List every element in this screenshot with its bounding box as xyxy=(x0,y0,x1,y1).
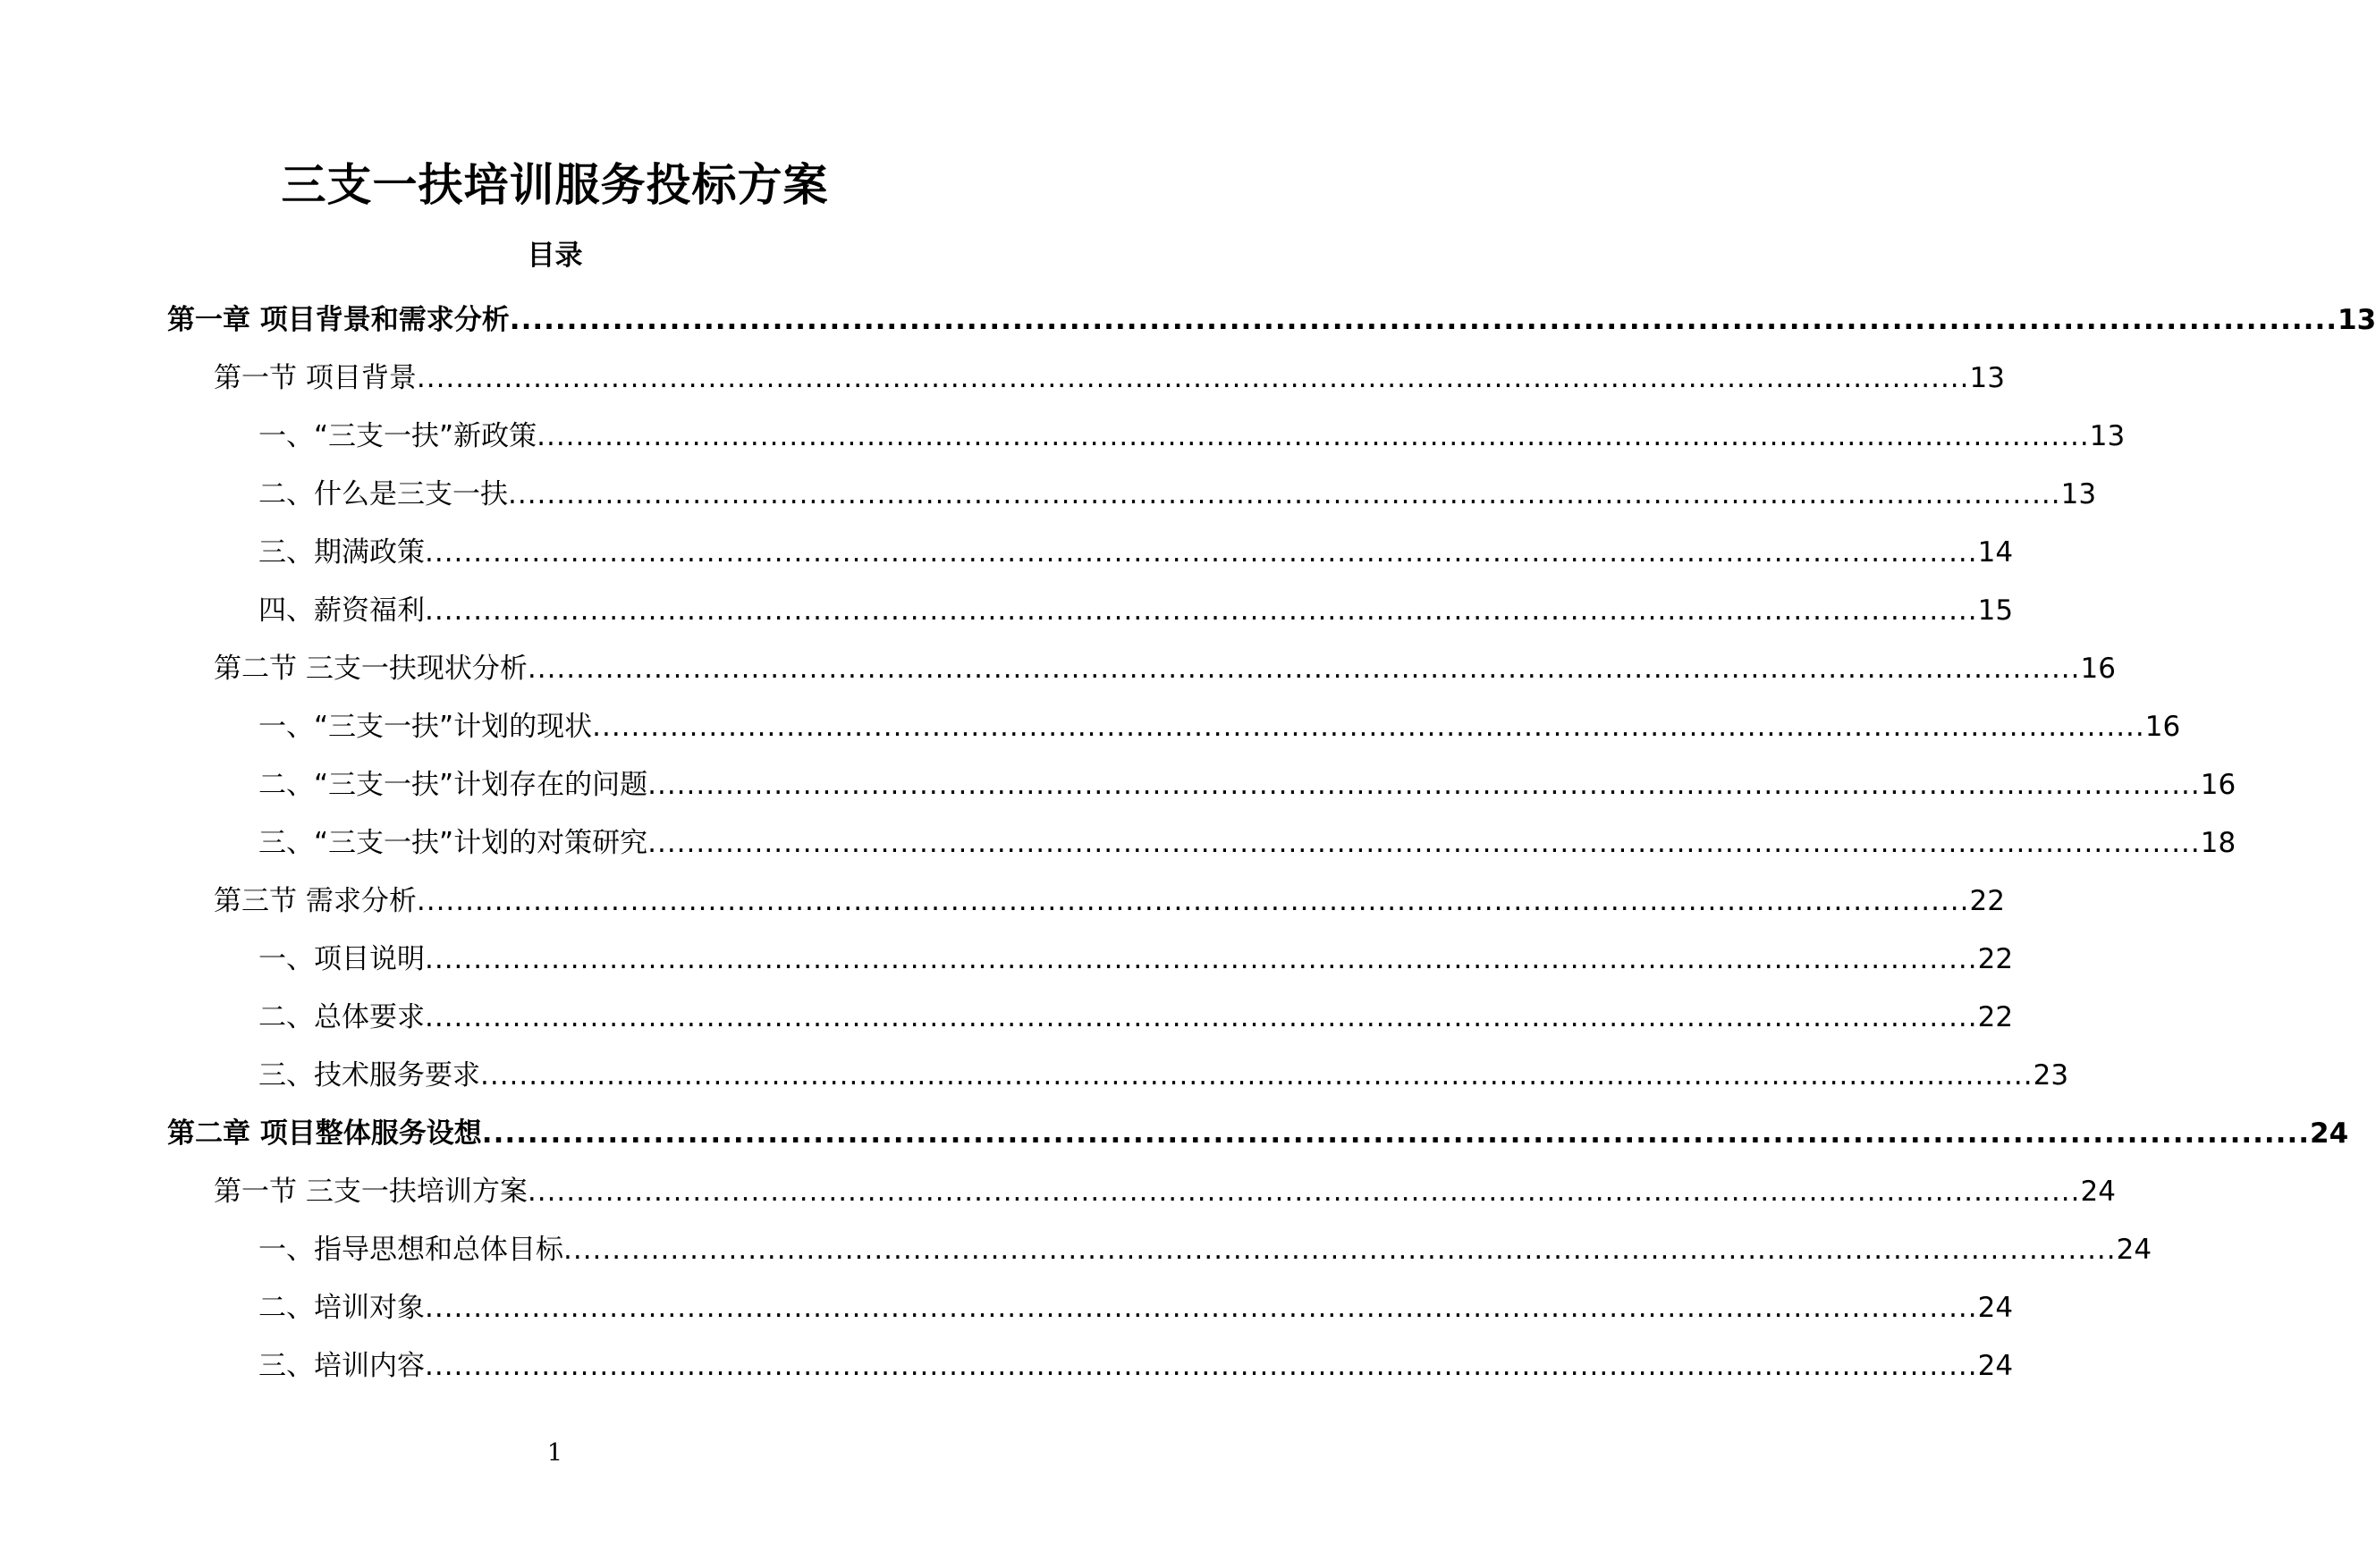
toc-entry-label: 一、项目说明 xyxy=(258,943,425,975)
toc-entry-page: 13 xyxy=(2089,420,2126,452)
dot-leader: ................................................................................................................................................................ xyxy=(592,711,2145,743)
toc-entry[interactable] xyxy=(167,1337,2014,1395)
toc-entry-label: 三、技术服务要求 xyxy=(258,1059,480,1092)
toc-entry-page: 16 xyxy=(2144,711,2181,743)
page-number: 1 xyxy=(546,1439,563,1467)
toc-entry-page: 13 xyxy=(2338,304,2376,336)
toc-entry[interactable] xyxy=(167,698,2181,756)
dot-leader: ................................................................................................................................................................ xyxy=(425,536,1978,569)
toc-entry-label: 一、指导思想和总体目标 xyxy=(258,1234,563,1266)
toc-entry-label: 二、什么是三支一扶 xyxy=(258,478,508,510)
toc-entry[interactable] xyxy=(167,1163,2116,1221)
toc-entry-page: 16 xyxy=(2200,769,2236,801)
dot-leader: ................................................................................................................................................................ xyxy=(425,943,1978,975)
toc-entry-label: 四、薪资福利 xyxy=(258,594,425,627)
dot-leader: ................................................................................................................................................................ xyxy=(425,1001,1978,1033)
document-title: 三支一扶培训服务投标方案 xyxy=(281,159,829,211)
toc-entry-page: 23 xyxy=(2033,1059,2069,1092)
toc-entry-label: 二、总体要求 xyxy=(258,1001,425,1033)
dot-leader: ................................................................................................................................................................ xyxy=(416,885,1970,917)
toc-entry-label: 第一节 三支一扶培训方案 xyxy=(214,1176,528,1208)
toc-entry[interactable] xyxy=(167,582,2014,640)
dot-leader: ................................................................................................................................................................ xyxy=(527,653,2081,685)
toc-entry[interactable] xyxy=(167,350,2005,408)
toc-entry-label: 第二章 项目整体服务设想 xyxy=(167,1117,482,1150)
dot-leader: ................................................................................................................................................................ xyxy=(425,1350,1978,1382)
toc-entry-page: 24 xyxy=(2080,1176,2116,1208)
toc-entry-label: 三、期满政策 xyxy=(258,536,425,569)
dot-leader: ................................................................................................................................................................ xyxy=(647,769,2201,801)
toc-entry[interactable] xyxy=(167,1105,2349,1163)
dot-leader: ................................................................................................................................................................ xyxy=(647,827,2201,859)
dot-leader: ................................................................................................................................................................ xyxy=(563,1234,2117,1266)
toc-entry-label: 三、培训内容 xyxy=(258,1350,425,1382)
toc-entry-page: 13 xyxy=(1969,362,2005,394)
toc-entry-page: 13 xyxy=(2060,478,2097,510)
dot-leader: ................................................................................................................................................................ xyxy=(537,420,2090,452)
dot-leader: ................................................................................................................................................................ xyxy=(508,478,2061,510)
dot-leader: ................................................................................................................................................................ xyxy=(480,1059,2034,1092)
toc-entry-label: 二、培训对象 xyxy=(258,1292,425,1324)
toc-entry[interactable] xyxy=(167,814,2236,873)
toc-entry-label: 第一章 项目背景和需求分析 xyxy=(167,304,510,336)
toc-entry[interactable] xyxy=(167,1047,2069,1105)
toc-entry[interactable] xyxy=(167,640,2116,698)
toc-entry-label: 一、“三支一扶”计划的现状 xyxy=(258,711,593,743)
dot-leader: ................................................................................................................................................................ xyxy=(509,304,2338,336)
toc-entry-page: 15 xyxy=(1977,594,2014,627)
dot-leader: ................................................................................................................................................................ xyxy=(425,594,1978,627)
toc-entry[interactable] xyxy=(167,408,2126,466)
toc-entry[interactable] xyxy=(167,1279,2014,1337)
toc-entry-label: 第一节 项目背景 xyxy=(214,362,417,394)
toc-entry-page: 22 xyxy=(1977,1001,2014,1033)
toc-entry[interactable] xyxy=(167,524,2014,582)
toc-heading: 目录 xyxy=(527,240,583,272)
toc-entry[interactable] xyxy=(167,931,2014,989)
toc-entry[interactable] xyxy=(167,989,2014,1047)
dot-leader: ................................................................................................................................................................ xyxy=(527,1176,2081,1208)
dot-leader: ................................................................................................................................................................ xyxy=(425,1292,1978,1324)
toc-entry-page: 22 xyxy=(1969,885,2005,917)
toc-entry[interactable] xyxy=(167,756,2236,814)
toc-entry-page: 24 xyxy=(1977,1350,2014,1382)
toc-entry-label: 第三节 需求分析 xyxy=(214,885,417,917)
toc-entry-page: 24 xyxy=(1977,1292,2014,1324)
toc-entry-label: 三、“三支一扶”计划的对策研究 xyxy=(258,827,648,859)
dot-leader: ................................................................................................................................................................ xyxy=(481,1117,2311,1150)
table-of-contents xyxy=(167,291,2376,1395)
toc-entry-page: 24 xyxy=(2310,1117,2349,1150)
toc-entry[interactable] xyxy=(167,1221,2152,1279)
toc-entry-label: 一、“三支一扶”新政策 xyxy=(258,420,537,452)
toc-entry[interactable] xyxy=(167,466,2097,524)
toc-entry-page: 24 xyxy=(2116,1234,2152,1266)
toc-entry-label: 第二节 三支一扶现状分析 xyxy=(214,653,528,685)
toc-entry[interactable] xyxy=(167,873,2005,931)
toc-entry-page: 16 xyxy=(2080,653,2116,685)
toc-entry-page: 22 xyxy=(1977,943,2014,975)
dot-leader: ................................................................................................................................................................ xyxy=(416,362,1970,394)
toc-entry-label: 二、“三支一扶”计划存在的问题 xyxy=(258,769,648,801)
toc-entry-page: 18 xyxy=(2200,827,2236,859)
toc-entry[interactable] xyxy=(167,291,2376,350)
toc-entry-page: 14 xyxy=(1977,536,2014,569)
